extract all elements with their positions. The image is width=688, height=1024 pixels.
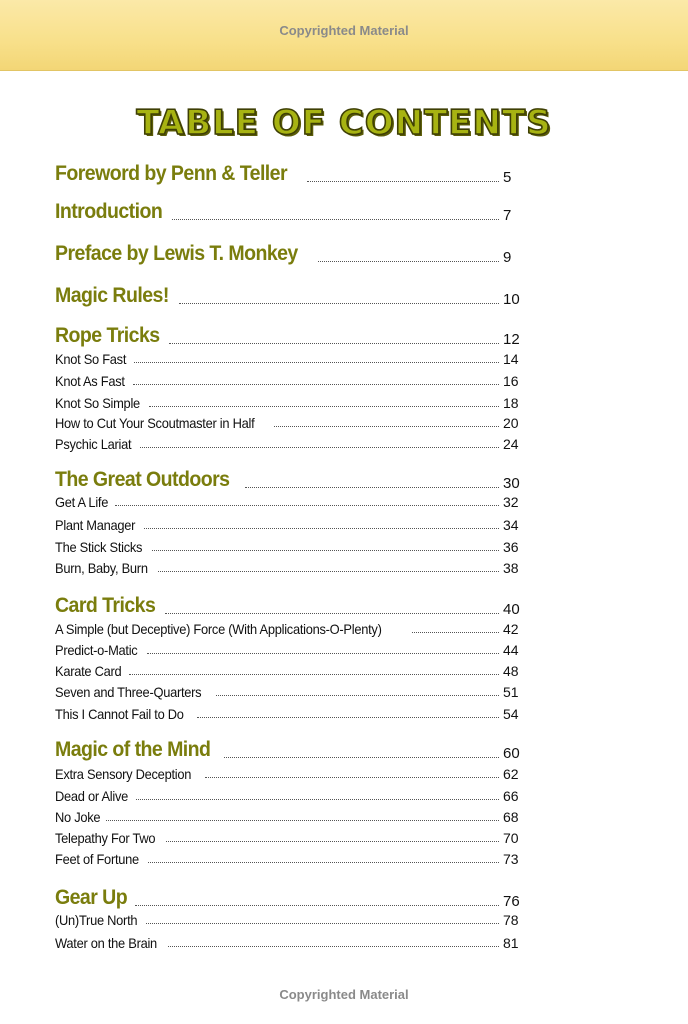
toc-section-heading — [55, 322, 520, 348]
dot-leader — [144, 528, 499, 529]
dot-leader — [412, 632, 499, 633]
toc-entry-page: 44 — [503, 642, 519, 658]
toc-entry — [55, 660, 517, 679]
toc-entry-label: Predict-o-Matic — [55, 642, 138, 658]
toc-entry — [55, 827, 517, 846]
toc-entry-label: Knot As Fast — [55, 373, 125, 389]
toc-entry-label: This I Cannot Fail to Do — [55, 706, 184, 722]
toc-entry-label: Burn, Baby, Burn — [55, 560, 148, 576]
dot-leader — [115, 505, 499, 506]
dot-leader — [169, 343, 499, 344]
toc-entry — [55, 491, 517, 510]
toc-entry-label: Introduction — [55, 200, 163, 223]
toc-entry-page: 7 — [503, 207, 512, 224]
dot-leader — [152, 550, 499, 551]
toc-entry-label: Seven and Three-Quarters — [55, 684, 202, 700]
toc-entry-label: A Simple (but Deceptive) Force (With Applications-O-Plenty) — [55, 621, 382, 637]
toc-entry-label: Karate Card — [55, 663, 122, 679]
dot-leader — [274, 426, 499, 427]
toc-entry-label: No Joke — [55, 809, 101, 825]
dot-leader — [205, 777, 499, 778]
toc-entry-page: 9 — [503, 249, 512, 266]
toc-entry-page: 5 — [503, 169, 512, 186]
toc-entry-page: 38 — [503, 560, 519, 576]
toc-entry — [55, 639, 517, 658]
toc-entry-label: Gear Up — [55, 886, 128, 909]
toc-entry-page: 68 — [503, 809, 519, 825]
toc-entry-page: 32 — [503, 494, 519, 510]
toc-entry-page: 60 — [503, 745, 520, 762]
toc-entry-label: Knot So Fast — [55, 351, 127, 367]
dot-leader — [216, 695, 499, 696]
toc-entry-page: 66 — [503, 788, 519, 804]
toc-entry-label: Dead or Alive — [55, 788, 129, 804]
toc-entry-page: 48 — [503, 663, 519, 679]
toc-entry-label: Knot So Simple — [55, 395, 140, 411]
toc-entry-label: Plant Manager — [55, 517, 136, 533]
toc-entry-label: Magic Rules! — [55, 284, 169, 307]
toc-entry-label: Feet of Fortune — [55, 851, 139, 867]
toc-entry-page: 10 — [503, 291, 520, 308]
toc-entry-page: 70 — [503, 830, 519, 846]
dot-leader — [106, 820, 499, 821]
toc-entry-page: 54 — [503, 706, 519, 722]
toc-entry-page: 73 — [503, 851, 519, 867]
toc-entry-label: Preface by Lewis T. Monkey — [55, 242, 298, 265]
toc-entry — [55, 703, 517, 722]
toc-entry — [55, 392, 517, 411]
dot-leader — [224, 757, 499, 758]
dot-leader — [168, 946, 499, 947]
toc-entry-page: 14 — [503, 351, 519, 367]
dot-leader — [179, 303, 499, 304]
toc-entry — [55, 514, 517, 533]
toc-section-heading — [55, 736, 520, 762]
dot-leader — [134, 362, 499, 363]
toc-entry-page: 16 — [503, 373, 519, 389]
dot-leader — [133, 384, 499, 385]
toc-entry-page: 30 — [503, 475, 520, 492]
dot-leader — [148, 862, 499, 863]
toc-entry-label: Psychic Lariat — [55, 436, 132, 452]
toc-section-heading — [55, 466, 520, 492]
toc-entry — [55, 433, 517, 452]
dot-leader — [307, 181, 500, 182]
toc-entry-page: 12 — [503, 331, 520, 348]
toc-section-heading — [55, 282, 520, 308]
dot-leader — [165, 613, 499, 614]
toc-entry — [55, 536, 517, 555]
toc-entry-label: Foreword by Penn & Teller — [55, 162, 288, 185]
toc-entry-label: Magic of the Mind — [55, 738, 211, 761]
footer-copyright: Copyrighted Material — [279, 987, 409, 1002]
toc-entry-label: How to Cut Your Scoutmaster in Half — [55, 415, 255, 431]
toc-entry — [55, 848, 517, 867]
toc-entry-page: 18 — [503, 395, 519, 411]
toc-entry-label: Get A Life — [55, 494, 109, 510]
dot-leader — [135, 905, 500, 906]
toc-entry — [55, 412, 517, 431]
dot-leader — [172, 219, 499, 220]
toc-entry-page: 36 — [503, 539, 519, 555]
toc-entry-page: 81 — [503, 935, 519, 951]
toc-entry — [55, 909, 517, 928]
dot-leader — [197, 717, 499, 718]
toc-entry — [55, 932, 517, 951]
toc-entry-label: (Un)True North — [55, 912, 138, 928]
dot-leader — [140, 447, 499, 448]
toc-section-heading — [55, 160, 517, 186]
toc-entry-page: 24 — [503, 436, 519, 452]
toc-entry-page: 34 — [503, 517, 519, 533]
toc-entry — [55, 681, 517, 700]
toc-entry — [55, 348, 517, 367]
toc-section-heading — [55, 198, 517, 224]
dot-leader — [166, 841, 499, 842]
toc-entry-page: 40 — [503, 601, 520, 618]
toc-entry-label: The Great Outdoors — [55, 468, 230, 491]
toc-section-heading — [55, 240, 517, 266]
dot-leader — [147, 653, 499, 654]
toc-section-heading — [55, 592, 520, 618]
page-title: TABLE OF CONTENTS — [136, 103, 552, 143]
toc-entry-page: 20 — [503, 415, 519, 431]
toc-entry-label: Rope Tricks — [55, 324, 160, 347]
dot-leader — [245, 487, 499, 488]
toc-entry — [55, 806, 517, 825]
toc-entry-page: 42 — [503, 621, 519, 637]
dot-leader — [146, 923, 499, 924]
dot-leader — [158, 571, 499, 572]
toc-entry — [55, 557, 517, 576]
toc-entry-page: 62 — [503, 766, 519, 782]
toc-entry-label: Water on the Brain — [55, 935, 157, 951]
header-copyright: Copyrighted Material — [279, 23, 409, 38]
dot-leader — [136, 799, 499, 800]
dot-leader — [129, 674, 499, 675]
toc-section-heading — [55, 884, 520, 910]
toc-entry — [55, 763, 517, 782]
toc-entry-label: Telepathy For Two — [55, 830, 156, 846]
toc-entry-label: Card Tricks — [55, 594, 156, 617]
toc-entry — [55, 618, 517, 637]
dot-leader — [149, 406, 499, 407]
toc-entry — [55, 370, 517, 389]
toc-entry-label: The Stick Sticks — [55, 539, 143, 555]
toc-entry-page: 51 — [503, 684, 519, 700]
toc-entry-page: 76 — [503, 893, 520, 910]
toc-entry-label: Extra Sensory Deception — [55, 766, 192, 782]
toc-entry-page: 78 — [503, 912, 519, 928]
toc-entry — [55, 785, 517, 804]
dot-leader — [318, 261, 499, 262]
